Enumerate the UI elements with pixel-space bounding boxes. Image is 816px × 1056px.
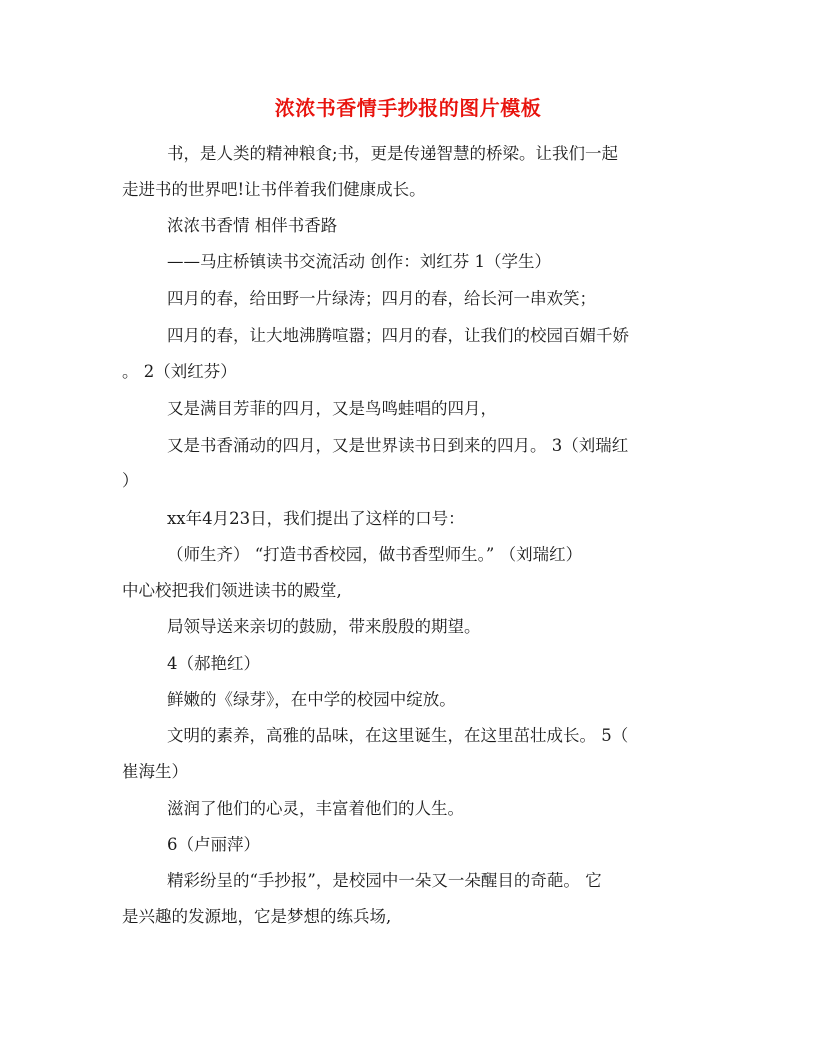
paragraph-line: 6（卢丽萍） <box>167 835 260 854</box>
paragraph-line: 是兴趣的发源地，它是梦想的练兵场, <box>122 907 392 926</box>
paragraph-line: 。 2（刘红芬） <box>122 362 237 381</box>
paragraph-line: ——马庄桥镇读书交流活动 创作：刘红芬 1（学生） <box>167 252 551 271</box>
paragraph-line: 鲜嫩的《绿芽》，在中学的校园中绽放。 <box>167 690 456 709</box>
paragraph-line: 走进书的世界吧!让书伴着我们健康成长。 <box>122 180 426 199</box>
paragraph-line: ） <box>122 471 139 490</box>
document-title: 浓浓书香情手抄报的图片模板 <box>274 96 542 120</box>
paragraph-line: 书，是人类的精神粮食;书，更是传递智慧的桥梁。让我们一起 <box>167 144 619 163</box>
paragraph-line: 又是书香涌动的四月，又是世界读书日到来的四月。 3（刘瑞红 <box>167 436 629 455</box>
paragraph-line: 崔海生） <box>122 762 188 781</box>
paragraph-line: 文明的素养，高雅的品味，在这里诞生，在这里茁壮成长。 5（ <box>167 726 629 745</box>
paragraph-line: xx年4月23日，我们提出了这样的口号： <box>167 509 465 528</box>
paragraph-line: 中心校把我们领进读书的殿堂, <box>122 581 342 600</box>
paragraph-line: 浓浓书香情 相伴书香路 <box>167 216 338 235</box>
paragraph-line: 又是满目芳菲的四月，又是鸟鸣蛙唱的四月， <box>167 399 497 418</box>
paragraph-line: 四月的春，给田野一片绿涛；四月的春，给长河一串欢笑； <box>167 289 596 308</box>
paragraph-line: 四月的春，让大地沸腾喧嚣；四月的春，让我们的校园百媚千娇 <box>167 326 629 345</box>
paragraph-line: 滋润了他们的心灵，丰富着他们的人生。 <box>167 799 464 818</box>
paragraph-line: 精彩纷呈的“手抄报”，是校园中一朵又一朵醒目的奇葩。 它 <box>167 871 602 890</box>
paragraph-line: 局领导送来亲切的鼓励，带来殷殷的期望。 <box>167 617 481 636</box>
paragraph-line: （师生齐） “打造书香校园，做书香型师生。” （刘瑞红） <box>167 545 583 564</box>
paragraph-line: 4（郝艳红） <box>167 654 260 673</box>
